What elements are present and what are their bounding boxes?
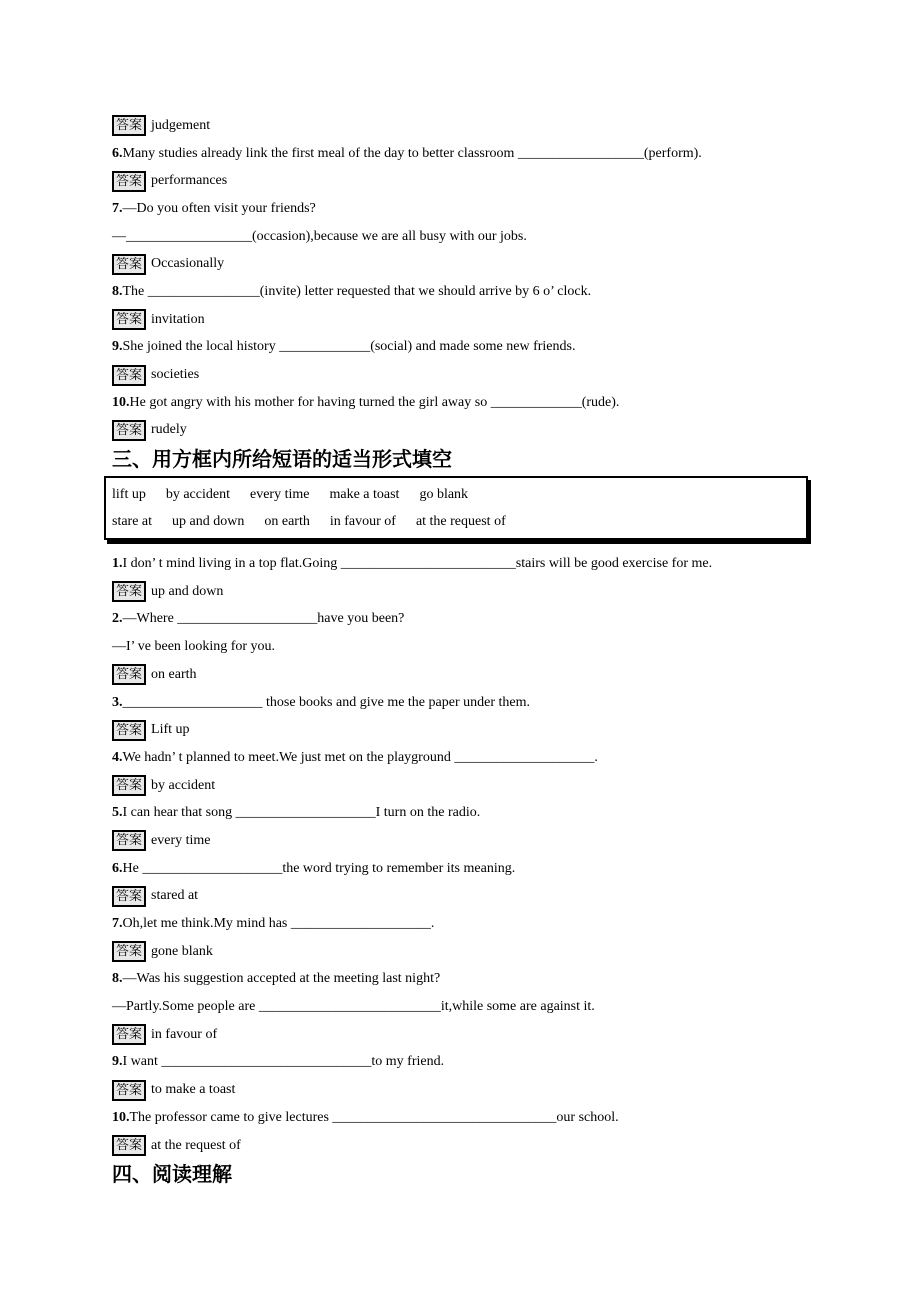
dialog-text: —Partly.Some people are __________________________it,while some are against it. (112, 999, 595, 1015)
phrase: in favour of (329, 514, 396, 530)
answer-line (112, 578, 840, 606)
question-line (112, 1104, 840, 1132)
question-number: 8. (112, 283, 123, 299)
answer-text: in favour of (151, 1026, 218, 1042)
question-text: I don’ t mind living in a top flat.Going _________________________stairs will be good exercise for me. (122, 556, 713, 572)
answer-line (112, 1132, 840, 1160)
question-line (112, 195, 840, 223)
answer-line (112, 1076, 840, 1104)
answer-text: invitation (151, 311, 205, 327)
answer-badge: 答案 (112, 830, 146, 851)
answer-text: at the request of (151, 1137, 241, 1153)
phrase: at the request of (415, 514, 506, 530)
answer-badge: 答案 (112, 581, 146, 602)
answer-line (112, 716, 840, 744)
question-text: I can hear that song ____________________I turn on the radio. (122, 805, 481, 821)
question-number: 6. (112, 860, 123, 876)
answer-badge: 答案 (112, 941, 146, 962)
section-heading-four: 四、阅读理解 (112, 1162, 232, 1187)
question-text: We hadn’ t planned to meet.We just met on the playground ____________________. (122, 749, 598, 765)
dialog-text: —__________________(occasion),because we are all busy with our jobs. (112, 228, 527, 244)
question-line (112, 278, 840, 306)
answer-line (112, 883, 840, 911)
answer-text: Lift up (151, 722, 190, 738)
dialog-text: —I’ ve been looking for you. (112, 639, 276, 655)
dialog-line (112, 633, 840, 661)
question-line (112, 966, 840, 994)
answer-badge: 答案 (112, 775, 146, 796)
question-number: 7. (112, 200, 123, 216)
question-text: —Was his suggestion accepted at the meeting last night? (122, 971, 441, 987)
answer-line (112, 306, 840, 334)
question-number: 3. (112, 694, 123, 710)
answer-text: rudely (151, 422, 187, 438)
phrase-box-row (112, 508, 806, 535)
answer-badge: 答案 (112, 420, 146, 441)
question-line (112, 389, 840, 417)
answer-badge: 答案 (112, 365, 146, 386)
phrase: by accident (165, 487, 230, 503)
question-text: I want ______________________________to my friend. (122, 1054, 445, 1070)
answer-text: gone blank (151, 943, 213, 959)
section-heading-three: 三、用方框内所给短语的适当形式填空 (112, 447, 452, 472)
phrase: on earth (264, 514, 310, 530)
answer-line (112, 938, 840, 966)
question-line (112, 744, 840, 772)
answer-badge: 答案 (112, 309, 146, 330)
dialog-line (112, 223, 840, 251)
question-text: He ____________________the word trying to remember its meaning. (122, 860, 516, 876)
phrase: go blank (419, 487, 469, 503)
question-text: —Do you often visit your friends? (122, 200, 316, 216)
answer-text: every time (151, 832, 211, 848)
answer-badge: 答案 (112, 1135, 146, 1156)
answer-badge: 答案 (112, 1080, 146, 1101)
question-text: —Where ____________________have you been? (122, 611, 405, 627)
question-number: 8. (112, 971, 123, 987)
phrase: stare at (112, 514, 153, 530)
answer-badge: 答案 (112, 720, 146, 741)
question-number: 9. (112, 339, 123, 355)
answer-badge: 答案 (112, 1024, 146, 1045)
question-text: The ________________(invite) letter requested that we should arrive by 6 o’ clock. (122, 283, 592, 299)
answer-badge: 答案 (112, 115, 146, 136)
question-text: She joined the local history _____________(social) and made some new friends. (122, 339, 576, 355)
question-text: He got angry with his mother for having turned the girl away so _____________(rude). (129, 394, 620, 410)
answer-badge: 答案 (112, 886, 146, 907)
question-number: 9. (112, 1054, 123, 1070)
answer-line (112, 827, 840, 855)
question-line (112, 334, 840, 362)
answer-line (112, 1021, 840, 1049)
answer-line (112, 417, 840, 445)
question-text: ____________________ those books and give me the paper under them. (122, 694, 530, 710)
answer-text: societies (151, 367, 200, 383)
answer-badge: 答案 (112, 171, 146, 192)
question-line (112, 140, 840, 168)
question-text: Many studies already link the first meal of the day to better classroom __________________(perform). (122, 145, 702, 161)
question-line (112, 550, 840, 578)
answer-text: by accident (151, 777, 216, 793)
phrase: every time (249, 487, 310, 503)
phrase: make a toast (329, 487, 400, 503)
question-number: 1. (112, 556, 123, 572)
question-number: 10. (112, 1109, 130, 1125)
answer-text: performances (151, 173, 228, 189)
question-number: 6. (112, 145, 123, 161)
question-number: 7. (112, 916, 123, 932)
answer-text: judgement (151, 117, 211, 133)
question-line (112, 1049, 840, 1077)
question-text: Oh,let me think.My mind has ____________________. (122, 916, 435, 932)
answer-text: up and down (151, 583, 224, 599)
phrase: lift up (112, 487, 146, 503)
question-line (112, 689, 840, 717)
answer-line (112, 361, 840, 389)
question-number: 10. (112, 394, 130, 410)
answer-line (112, 772, 840, 800)
answer-line (112, 167, 840, 195)
answer-text: on earth (151, 666, 197, 682)
answer-line (112, 250, 840, 278)
answer-badge: 答案 (112, 254, 146, 275)
phrase: up and down (172, 514, 245, 530)
question-line (112, 855, 840, 883)
answer-line (112, 112, 840, 140)
answer-text: to make a toast (151, 1082, 236, 1098)
question-line (112, 606, 840, 634)
question-line (112, 799, 840, 827)
phrase-box (104, 476, 808, 540)
phrase-box-row (112, 481, 806, 508)
question-text: The professor came to give lectures ________________________________our school. (129, 1109, 619, 1125)
dialog-line (112, 993, 840, 1021)
answer-line (112, 661, 840, 689)
answer-text: Occasionally (151, 256, 225, 272)
question-line (112, 910, 840, 938)
answer-text: stared at (151, 888, 199, 904)
question-number: 5. (112, 805, 123, 821)
answer-badge: 答案 (112, 664, 146, 685)
question-number: 2. (112, 611, 123, 627)
question-number: 4. (112, 749, 123, 765)
